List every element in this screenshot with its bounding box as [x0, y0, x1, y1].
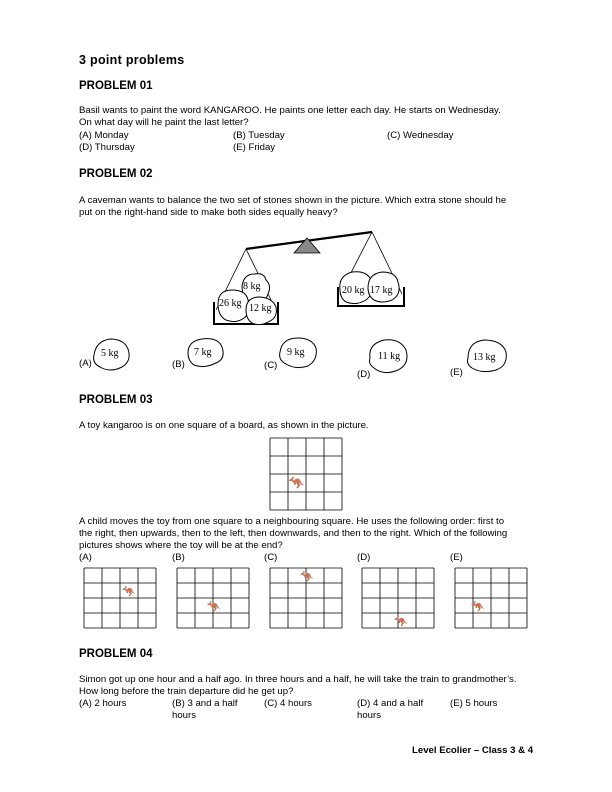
problem-01-text-line-1: Basil wants to paint the word KANGAROO. He paints one letter each day. He starts on Wednesday. [79, 105, 501, 116]
problem-04-option-c: (C) 4 hours [264, 698, 312, 709]
kangaroo-icon: 🦘 [122, 586, 136, 598]
problem-03-option-c: (C) [264, 552, 278, 563]
kangaroo-icon: 🦘 [394, 616, 408, 628]
problem-02-text-line-1: A caveman wants to balance the two set of stones shown in the picture. Which extra stone should he [79, 195, 507, 206]
problem-01-option-a: (A) Monday [79, 130, 129, 141]
problem-03-option-d: (D) [357, 552, 371, 563]
kangaroo-icon: 🦘 [207, 601, 221, 613]
board-main [270, 438, 342, 510]
problem-01-option-e: (E) Friday [233, 142, 276, 153]
problem-02-option-e-stone: 13 kg [473, 352, 496, 363]
problem-04-text-line-2: How long before the train departure did he get up? [79, 686, 294, 697]
problem-01-option-b: (B) Tuesday [233, 130, 285, 141]
problem-04-option-d-line-2: hours [357, 710, 381, 721]
problem-04-option-b-line-2: hours [172, 710, 196, 721]
problem-02-option-d-stone: 11 kg [378, 351, 401, 362]
board-option-e [455, 568, 527, 628]
problem-01-option-c: (C) Wednesday [387, 130, 454, 141]
problem-02-option-a-stone: 5 kg [101, 348, 119, 359]
kangaroo-icon: 🦘 [288, 475, 306, 490]
problem-03-text2-line-2: the right, then upwards, then to the left, then downwards, and then to the right. Which of the following [79, 528, 508, 539]
kangaroo-icon: 🦘 [471, 601, 485, 613]
problem-02-option-c-stone: 9 kg [287, 347, 305, 358]
scale-right-stone-2: 17 kg [370, 285, 393, 296]
problem-03-option-e: (E) [450, 552, 463, 563]
problem-04-text-line-1: Simon got up one hour and a half ago. In three hours and a half, he will take the train to grandmother’s. [79, 674, 517, 685]
kangaroo-icon: 🦘 [300, 571, 314, 583]
problem-02-text-line-2: put on the right-hand side to make both sides equally heavy? [79, 207, 338, 218]
problem-02-option-e-letter: (E) [450, 367, 463, 378]
scale-left-stone-1: 8 kg [243, 281, 261, 292]
problem-02-option-b-stone: 7 kg [194, 347, 212, 358]
problem-02-option-c-letter: (C) [264, 360, 278, 371]
section-title: 3 point problems [79, 53, 185, 67]
problem-01-heading: PROBLEM 01 [79, 80, 153, 92]
scale-right-stone-1: 20 kg [342, 285, 365, 296]
problem-03-option-a: (A) [79, 552, 92, 563]
page-footer: Level Ecolier – Class 3 & 4 [412, 745, 534, 756]
problem-04-heading: PROBLEM 04 [79, 648, 153, 660]
scale-left-stone-2: 26 kg [219, 298, 242, 309]
problem-02-heading: PROBLEM 02 [79, 168, 153, 180]
problem-03-option-b: (B) [172, 552, 185, 563]
problem-04-option-e: (E) 5 hours [450, 698, 498, 709]
problem-03-heading: PROBLEM 03 [79, 394, 153, 406]
board-option-a [84, 568, 156, 628]
problem-02-option-a-letter: (A) [79, 358, 92, 369]
problem-01-option-d: (D) Thursday [79, 142, 135, 153]
problem-04-option-a: (A) 2 hours [79, 698, 127, 709]
problem-02-option-d-letter: (D) [357, 369, 371, 380]
scale-left-stone-3: 12 kg [249, 303, 272, 314]
problem-04-option-b-line-1: (B) 3 and a half [172, 698, 238, 709]
problem-03-text2-line-3: pictures shows where the toy will be at the end? [79, 540, 283, 551]
problem-03-text2-line-1: A child moves the toy from one square to a neighbouring square. He uses the following order: first to [79, 516, 505, 527]
problem-01-text-line-2: On what day will he paint the last letter? [79, 117, 249, 128]
problem-03-text-line-1: A toy kangaroo is on one square of a board, as shown in the picture. [79, 420, 369, 431]
problem-04-option-d-line-1: (D) 4 and a half [357, 698, 424, 709]
board-option-b [177, 568, 249, 628]
problem-02-option-b-letter: (B) [172, 359, 185, 370]
